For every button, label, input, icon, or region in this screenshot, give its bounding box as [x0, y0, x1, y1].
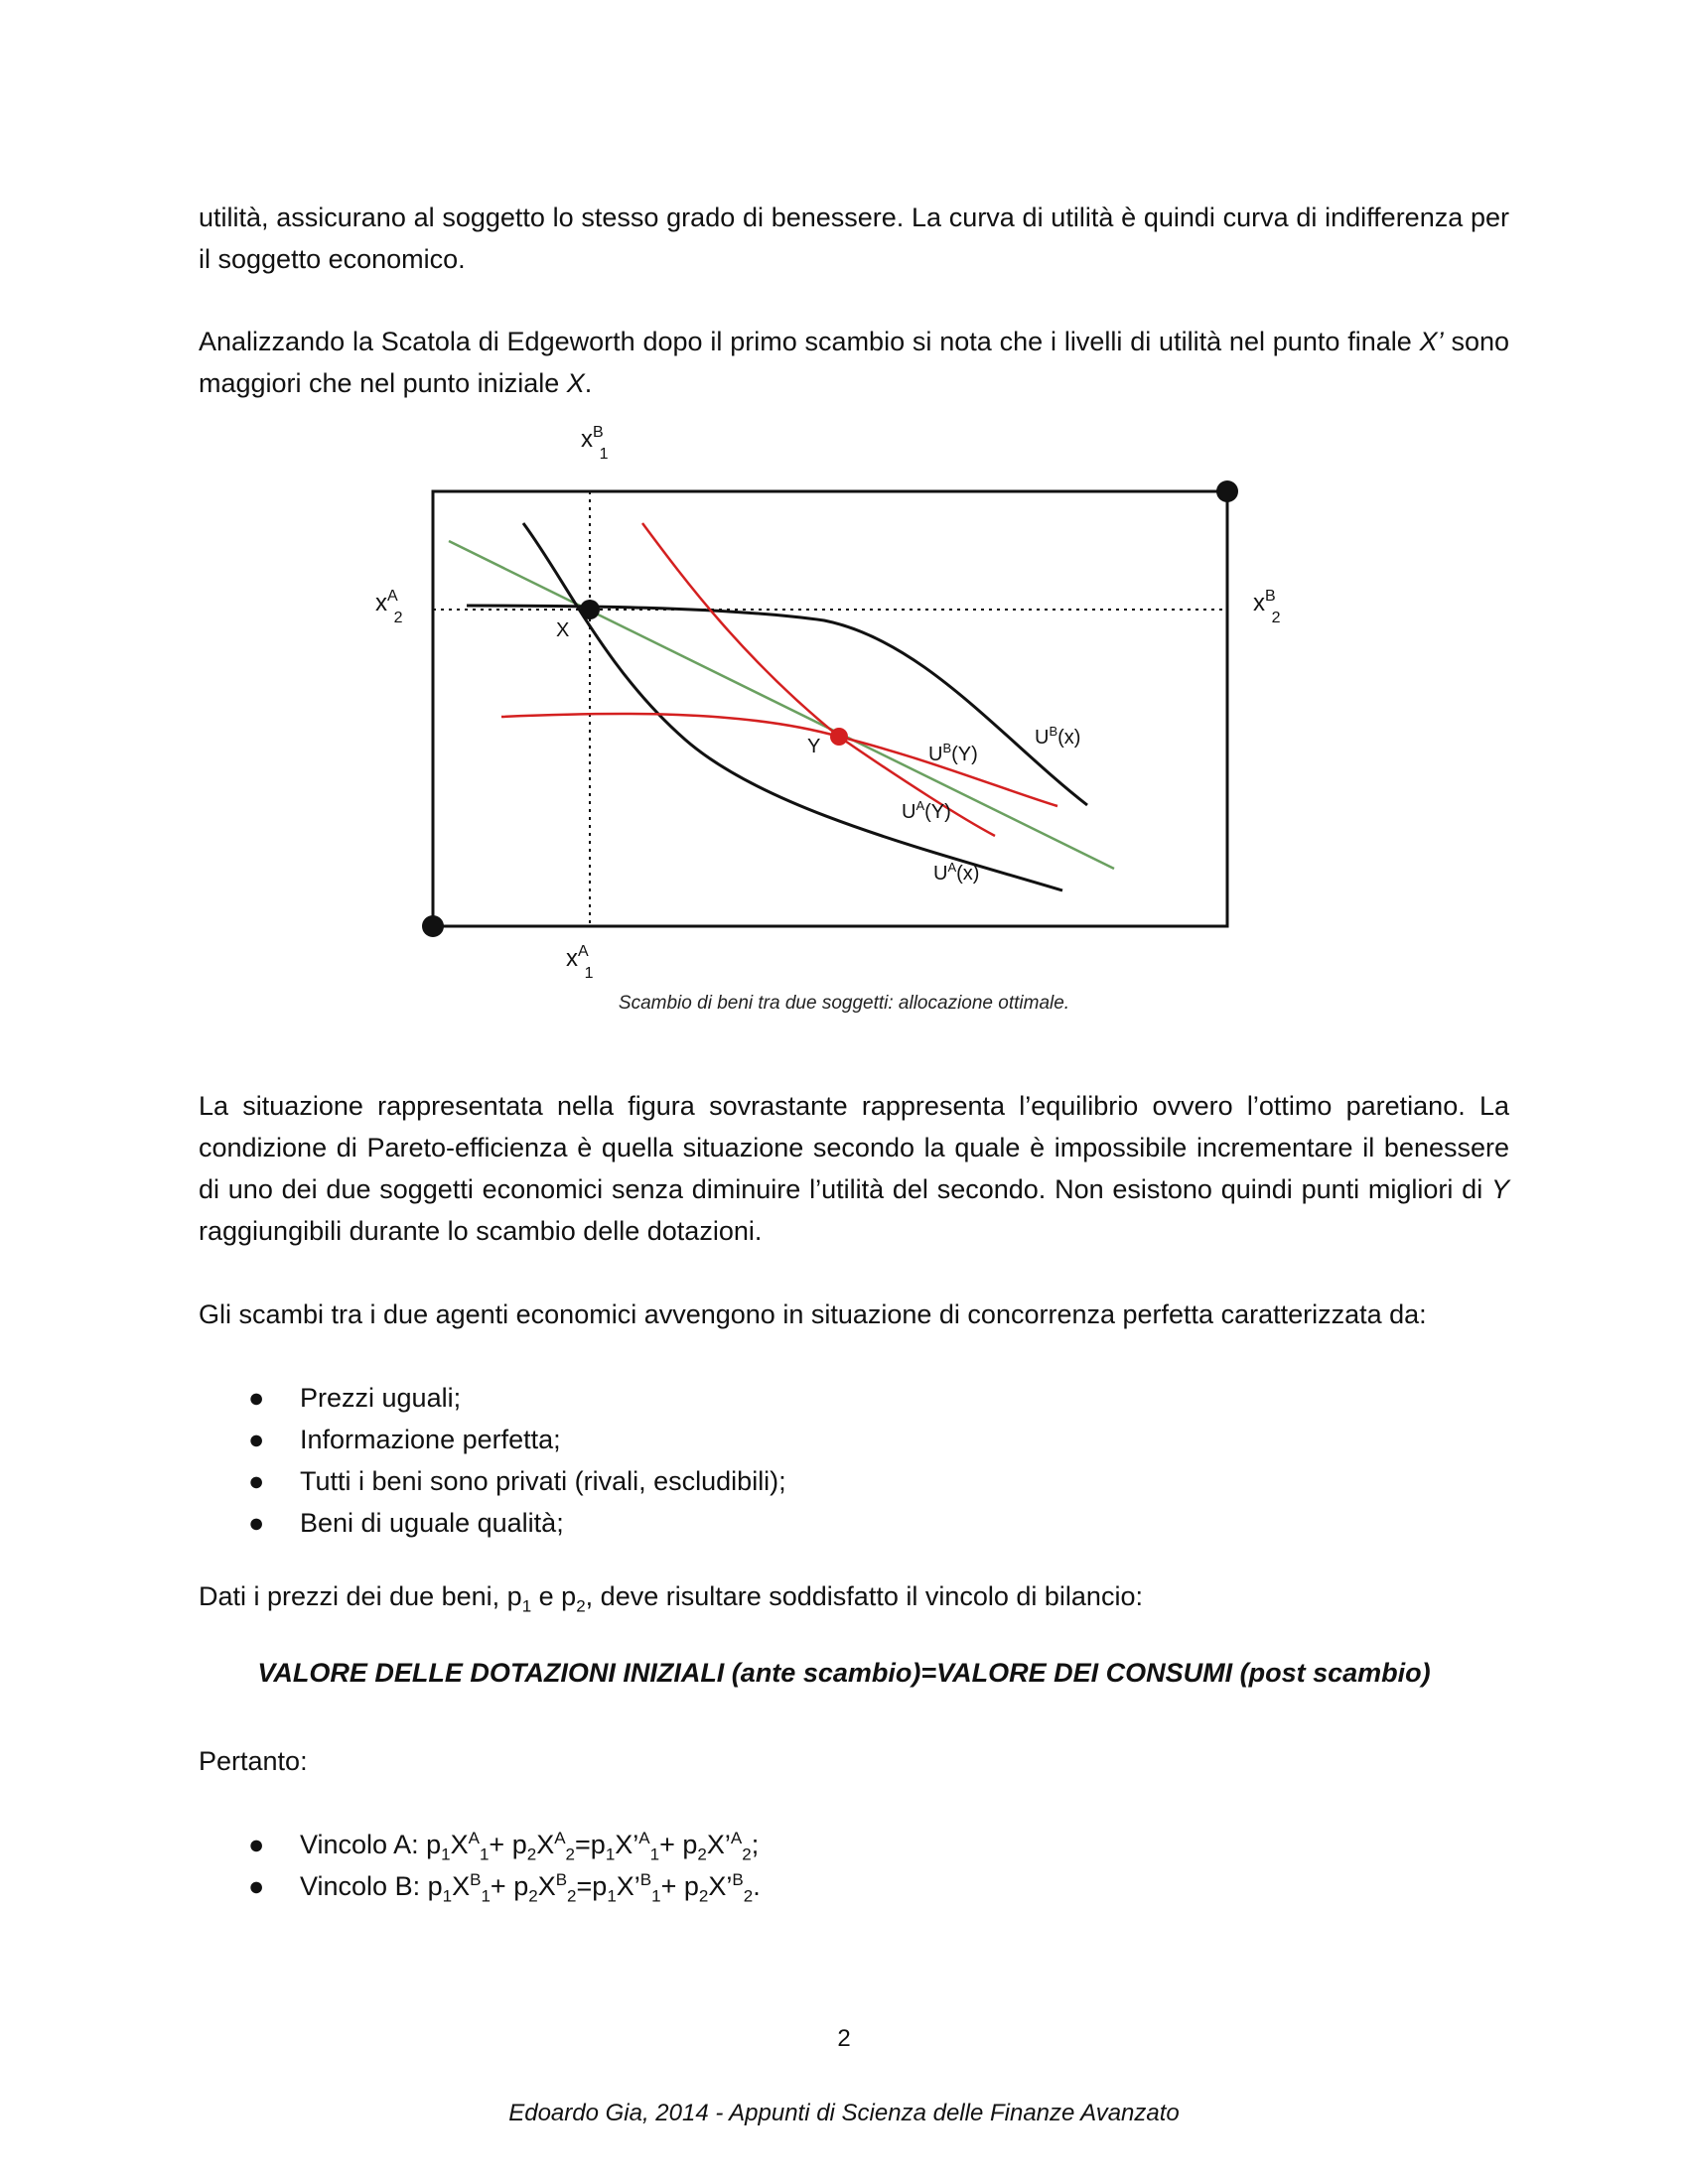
edgeworth-text: Analizzando la Scatola di Edgeworth dopo il primo scambio si nota che i livelli di utilità nel punto finale X’ sono maggiori che nel punto iniziale X.	[199, 327, 1509, 398]
vincoli-list	[199, 1824, 761, 1907]
label-xa1: $x^A$ 1	[566, 943, 594, 982]
list-item: ● Tutti i beni sono privati (rivali, escludibili);	[199, 1460, 786, 1502]
pertanto-paragraph	[199, 1740, 1509, 1782]
ua-x-curve	[523, 523, 1062, 890]
bullet-icon: ●	[248, 1871, 265, 1901]
label-ua-x: $U^A(x)$	[933, 860, 980, 885]
price-line	[449, 541, 1114, 869]
intro-paragraph	[199, 197, 1509, 280]
conditions-list	[199, 1377, 786, 1544]
point-x-dot	[580, 600, 600, 619]
bullet-icon: ●	[248, 1383, 265, 1413]
vincolo-a: ● Vincolo A: $p_1X^A_1+$ $p_2X^A_2=p_1X’^A_1+$ $p_2X’^A_2$;	[199, 1824, 761, 1865]
page-footer: Edoardo Gia, 2014 - Appunti di Scienza delle Finanze Avanzato	[508, 2100, 1180, 2126]
figure-caption: Scambio di beni tra due soggetti: allocazione ottimale.	[618, 993, 1070, 1014]
point-y-dot	[830, 728, 848, 746]
page-number: 2	[837, 2025, 851, 2052]
bullet-icon: ●	[248, 1425, 265, 1454]
origin-a-dot	[422, 915, 444, 937]
label-xb1: $x^B$ 1	[581, 424, 609, 463]
vincolo-b: ● Vincolo B: $p_1X^B_1+$ $p_2X^B_2=p_1X’^B_1+$ $p_2X’^B_2$.	[199, 1865, 761, 1907]
budget-constraint-formula: VALORE DELLE DOTAZIONI INIZIALI (ante scambio)=VALORE DEI CONSUMI (post scambio)	[257, 1658, 1431, 1688]
bullet-icon: ●	[248, 1466, 265, 1496]
label-ub-y: $U^B(Y)$	[928, 741, 978, 765]
label-point-y: Y	[807, 736, 821, 757]
scambi-text: Gli scambi tra i due agenti economici avvengono in situazione di concorrenza perfetta caratterizzata da:	[199, 1299, 1427, 1329]
bullet-icon: ●	[248, 1508, 265, 1538]
origin-b-dot	[1216, 480, 1238, 502]
intro-text-1: utilità, assicurano al soggetto lo stesso grado di benessere. La curva di utilità è quindi curva di indifferenza per il soggetto economico.	[199, 203, 1509, 274]
pertanto-text: Pertanto:	[199, 1746, 308, 1776]
vincolo-b-equation: $p_1X^B_1+$ $p_2X^B_2=p_1X’^B_1+$ $p_2X’^B_2$.	[427, 1870, 761, 1906]
label-ua-y: $U^A(Y)$	[902, 798, 951, 823]
label-point-x: X	[556, 619, 570, 641]
bullet-icon: ●	[248, 1830, 265, 1859]
list-item: ● Beni di uguale qualità;	[199, 1502, 786, 1544]
pareto-text: La situazione rappresentata nella figura sovrastante rappresenta l’equilibrio ovvero l’ottimo paretiano. La condizione di Pareto-efficienza è quella situazione secondo la quale è impossibile incrementare il benessere di uno dei due soggetti economici senza diminuire l’utilità del secondo. Non esistono quindi punti migliori di Y raggiungibili durante lo scambio delle dotazioni.	[199, 1091, 1509, 1246]
box-frame	[433, 491, 1227, 926]
scambi-paragraph	[199, 1294, 1509, 1335]
vincolo-a-equation: $p_1X^A_1+$ $p_2X^A_2=p_1X’^A_1+$ $p_2X’^A_2$;	[426, 1829, 760, 1864]
label-xa2: $x^A$ 2	[375, 588, 403, 626]
label-ub-x: $U^B(x)$	[1035, 724, 1081, 749]
label-xb2: $x^B$ 2	[1253, 588, 1281, 626]
edgeworth-box-figure	[367, 422, 1321, 1018]
dati-text: Dati i prezzi dei due beni, $p_1$ e $p_2$, deve risultare soddisfatto il vincolo di bilancio:	[199, 1581, 1143, 1616]
dati-paragraph	[199, 1575, 1509, 1617]
pareto-paragraph	[199, 1085, 1509, 1252]
list-item: ● Prezzi uguali;	[199, 1377, 786, 1419]
list-item: ● Informazione perfetta;	[199, 1419, 786, 1460]
edgeworth-paragraph	[199, 321, 1509, 404]
